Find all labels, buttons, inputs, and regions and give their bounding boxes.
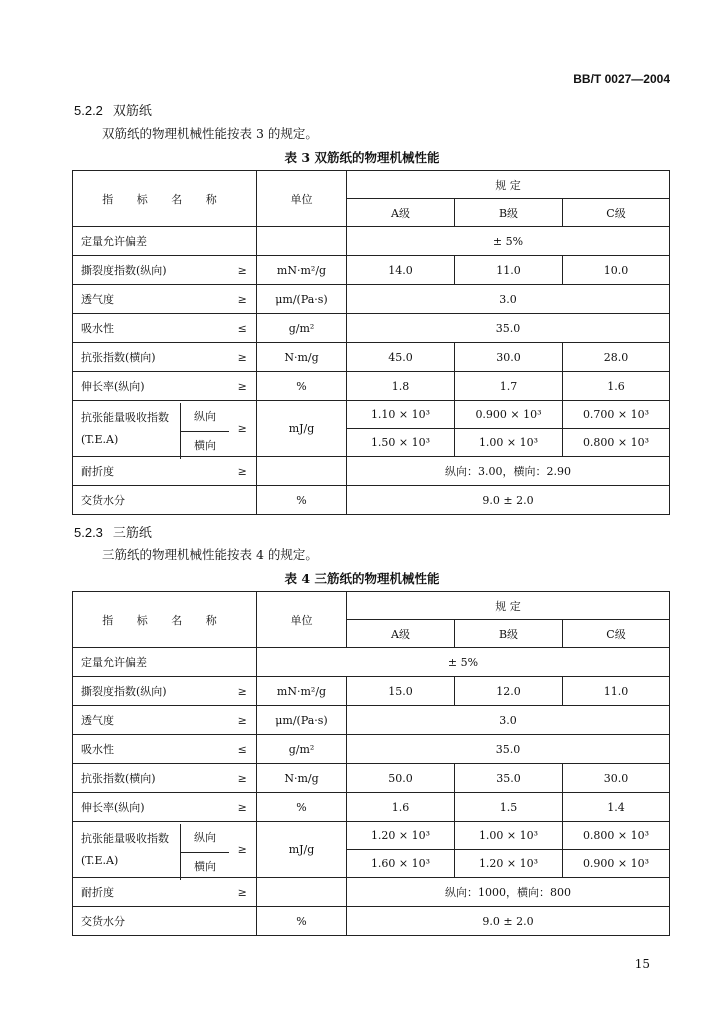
row-operator (229, 648, 257, 677)
section-number: 5.2.2 (74, 103, 103, 118)
table-caption: 表 4 三筋纸的物理机械性能 (284, 571, 440, 586)
row-unit: mN·m²/g (257, 256, 347, 285)
tea-direction-transverse: 横向 (194, 439, 216, 452)
tea-name: 抗张能量吸收指数(T.E.A) (81, 831, 169, 867)
tea-value-a-transverse: 1.50 × 10³ (347, 429, 455, 457)
row-value-b: 1.5 (455, 793, 563, 822)
row-name: 吸水性 (73, 735, 229, 764)
table-row (73, 227, 670, 256)
row-name: 定量允许偏差 (73, 648, 229, 677)
section-title: 双筋纸 (112, 104, 152, 119)
table-row (73, 285, 670, 314)
tea-value-b-transverse: 1.00 × 10³ (455, 429, 563, 457)
row-value: ± 5% (257, 648, 670, 677)
row-unit: % (257, 486, 347, 515)
row-value-b: 11.0 (455, 256, 563, 285)
tea-value-a-transverse: 1.60 × 10³ (347, 850, 455, 878)
header-unit: 单位 (257, 171, 347, 227)
tea-name: 抗张能量吸收指数(T.E.A) (81, 410, 169, 446)
tea-value-c-longitudinal: 0.700 × 10³ (563, 401, 670, 429)
standard-code: BB/T 0027—2004 (573, 72, 670, 86)
table-row (73, 343, 670, 372)
row-value-c: 30.0 (563, 764, 670, 793)
section-title: 三筋纸 (112, 526, 152, 541)
row-name: 耐折度 (73, 457, 229, 486)
row-name: 抗张指数(横向) (73, 343, 229, 372)
table-row (73, 256, 670, 285)
row-operator: ≥ (229, 878, 257, 907)
row-value: 35.0 (347, 735, 670, 764)
section-number: 5.2.3 (74, 525, 103, 540)
table-row (73, 822, 670, 850)
header-grade-c: C级 (563, 199, 670, 227)
tea-direction-transverse: 横向 (194, 860, 216, 873)
row-value-b: 1.7 (455, 372, 563, 401)
row-operator (229, 227, 257, 256)
tea-value-b-longitudinal: 0.900 × 10³ (455, 401, 563, 429)
tea-direction-longitudinal: 纵向 (181, 403, 229, 432)
row-value-c: 28.0 (563, 343, 670, 372)
row-value-a: 15.0 (347, 677, 455, 706)
header-grade-a: A级 (347, 199, 455, 227)
tea-value-b-transverse: 1.20 × 10³ (455, 850, 563, 878)
tea-value-b-longitudinal: 1.00 × 10³ (455, 822, 563, 850)
row-value-c: 11.0 (563, 677, 670, 706)
table-row (73, 907, 670, 936)
row-value-b: 30.0 (455, 343, 563, 372)
row-value: 纵向：1000，横向：800 (347, 878, 670, 907)
table-row (73, 648, 670, 677)
table-row (73, 878, 670, 907)
row-operator: ≤ (229, 735, 257, 764)
page-number: 15 (634, 957, 650, 971)
row-value-a: 14.0 (347, 256, 455, 285)
row-unit (257, 878, 347, 907)
row-operator: ≤ (229, 314, 257, 343)
row-name: 伸长率(纵向) (73, 372, 229, 401)
row-operator: ≥ (229, 372, 257, 401)
row-operator: ≥ (229, 256, 257, 285)
tea-value-c-transverse: 0.800 × 10³ (563, 429, 670, 457)
tea-value-c-transverse: 0.900 × 10³ (563, 850, 670, 878)
row-value-b: 35.0 (455, 764, 563, 793)
header-grade-a: A级 (347, 620, 455, 648)
table-3 (72, 170, 670, 515)
table-row (73, 372, 670, 401)
row-unit: μm/(Pa·s) (257, 285, 347, 314)
row-unit (257, 457, 347, 486)
header-grade-b: B级 (455, 620, 563, 648)
table-4 (72, 591, 670, 936)
row-unit: mJ/g (257, 822, 347, 878)
row-unit: N·m/g (257, 764, 347, 793)
row-unit: mJ/g (257, 401, 347, 457)
row-unit: % (257, 372, 347, 401)
row-name: 透气度 (73, 285, 229, 314)
table-row (73, 401, 670, 429)
section-heading-5-2-2 (74, 100, 152, 119)
table-row (73, 314, 670, 343)
row-operator: ≥ (229, 706, 257, 735)
tea-direction-longitudinal: 纵向 (181, 824, 229, 853)
row-value: 纵向：3.00，横向：2.90 (347, 457, 670, 486)
row-name: 撕裂度指数(纵向) (73, 256, 229, 285)
table-row (73, 764, 670, 793)
row-name: 交货水分 (73, 486, 229, 515)
table-row (73, 793, 670, 822)
header-spec: 规 定 (347, 592, 670, 620)
row-unit: g/m² (257, 735, 347, 764)
row-value: 9.0 ± 2.0 (347, 486, 670, 515)
row-value: 9.0 ± 2.0 (347, 907, 670, 936)
row-name: 耐折度 (73, 878, 229, 907)
table-row (73, 735, 670, 764)
tea-value-a-longitudinal: 1.10 × 10³ (347, 401, 455, 429)
table-row (73, 486, 670, 515)
header-grade-c: C级 (563, 620, 670, 648)
row-name: 撕裂度指数(纵向) (73, 677, 229, 706)
row-unit (257, 227, 347, 256)
row-value-b: 12.0 (455, 677, 563, 706)
row-value: 35.0 (347, 314, 670, 343)
row-value: 3.0 (347, 706, 670, 735)
row-value-c: 1.4 (563, 793, 670, 822)
section-intro: 三筋纸的物理机械性能按表 4 的规定。 (102, 547, 318, 562)
row-value-a: 50.0 (347, 764, 455, 793)
row-name: 抗张指数(横向) (73, 764, 229, 793)
row-operator: ≥ (229, 677, 257, 706)
table-row (73, 677, 670, 706)
row-operator: ≥ (229, 343, 257, 372)
tea-direction-box (180, 824, 229, 880)
section-heading-5-2-3 (74, 522, 152, 541)
header-indicator-name: 指 标 名 称 (73, 592, 257, 648)
tea-value-c-longitudinal: 0.800 × 10³ (563, 822, 670, 850)
header-indicator-name: 指 标 名 称 (73, 171, 257, 227)
row-operator: ≥ (229, 457, 257, 486)
row-unit: g/m² (257, 314, 347, 343)
header-unit: 单位 (257, 592, 347, 648)
row-operator: ≥ (229, 401, 257, 457)
row-value-a: 1.6 (347, 793, 455, 822)
row-value-a: 1.8 (347, 372, 455, 401)
row-operator (229, 907, 257, 936)
tea-direction-box (180, 403, 229, 459)
header-spec: 规 定 (347, 171, 670, 199)
row-unit: N·m/g (257, 343, 347, 372)
row-name: 定量允许偏差 (73, 227, 229, 256)
table-caption: 表 3 双筋纸的物理机械性能 (284, 150, 440, 165)
row-name: 透气度 (73, 706, 229, 735)
table-row (73, 706, 670, 735)
row-unit: mN·m²/g (257, 677, 347, 706)
row-value: ± 5% (347, 227, 670, 256)
row-name: 交货水分 (73, 907, 229, 936)
row-value-c: 10.0 (563, 256, 670, 285)
row-operator: ≥ (229, 285, 257, 314)
table-row (73, 457, 670, 486)
tea-value-a-longitudinal: 1.20 × 10³ (347, 822, 455, 850)
row-value-c: 1.6 (563, 372, 670, 401)
row-unit: % (257, 907, 347, 936)
row-operator: ≥ (229, 793, 257, 822)
row-operator (229, 486, 257, 515)
header-grade-b: B级 (455, 199, 563, 227)
row-unit: % (257, 793, 347, 822)
row-name: 吸水性 (73, 314, 229, 343)
section-intro: 双筋纸的物理机械性能按表 3 的规定。 (102, 126, 318, 141)
row-value-a: 45.0 (347, 343, 455, 372)
row-unit: μm/(Pa·s) (257, 706, 347, 735)
row-operator: ≥ (229, 764, 257, 793)
row-operator: ≥ (229, 822, 257, 878)
row-value: 3.0 (347, 285, 670, 314)
row-name: 伸长率(纵向) (73, 793, 229, 822)
